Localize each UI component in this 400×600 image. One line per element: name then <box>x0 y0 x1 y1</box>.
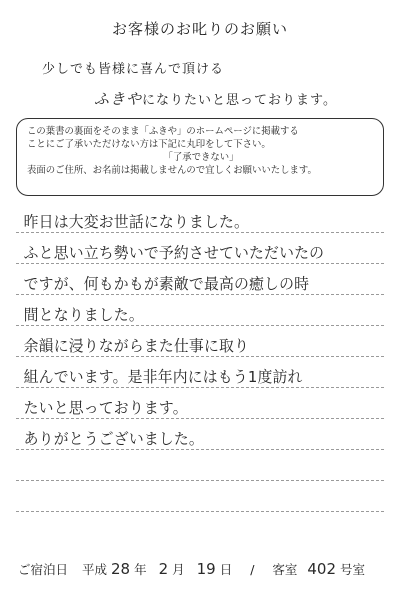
stay-info-footer <box>18 560 388 578</box>
stay-year: 28 <box>111 560 131 578</box>
notice-line-4: 表面のご住所、お名前は掲載しませんので宜しくお願いいたします。 <box>27 165 317 176</box>
room-unit: 号室 <box>340 562 366 577</box>
stay-month: 2 <box>158 560 169 578</box>
message-line: 昨日は大変お世話になりました。 <box>23 213 250 231</box>
day-unit: 日 <box>219 562 233 577</box>
stay-day: 19 <box>196 560 216 578</box>
room-number: 402 <box>307 560 337 578</box>
month-unit: 月 <box>172 562 185 577</box>
card-title: お客様のお叱りのお願い <box>111 20 288 38</box>
intro-line-2 <box>94 88 337 109</box>
era-label: 平成 <box>82 562 108 577</box>
intro-line-2-text: になりたいと思っております。 <box>142 93 337 108</box>
message-line: ふと思い立ち勢いで予約させていただいたの <box>23 244 325 262</box>
ruled-line <box>16 263 384 264</box>
notice-line-1: この葉書の裏面をそのまま「ふきや」のホームページに掲載する <box>27 126 299 137</box>
year-unit: 年 <box>134 562 147 577</box>
ruled-line <box>16 418 384 419</box>
ruled-line <box>16 511 384 512</box>
publication-notice-box <box>16 118 384 196</box>
brand-name: ふきや <box>94 90 143 108</box>
message-line: ですが、何もかもが素敵で最高の癒しの時 <box>23 275 310 293</box>
message-line: 間となりました。 <box>23 306 144 324</box>
ruled-line <box>16 356 384 357</box>
footer-separator: / <box>250 562 255 577</box>
handwritten-message-area <box>16 206 384 536</box>
ruled-line <box>16 294 384 295</box>
ruled-line <box>16 480 384 481</box>
message-line: たいと思っております。 <box>23 399 188 417</box>
ruled-line <box>16 387 384 388</box>
message-line: 組んでいます。是非年内にはもう1度訪れ <box>23 368 303 386</box>
message-line: ありがとうございました。 <box>23 430 204 448</box>
stay-date-label: ご宿泊日 <box>18 562 69 577</box>
notice-line-2: ことにご了承いただけない方は下記に丸印をして下さい。 <box>27 139 271 150</box>
room-label: 客室 <box>272 562 298 577</box>
ruled-line <box>16 449 384 450</box>
intro-line-1: 少しでも皆様に喜んで頂ける <box>42 62 225 77</box>
ruled-line <box>16 232 384 233</box>
ruled-line <box>16 325 384 326</box>
message-line: 余韻に浸りながらまた仕事に取り <box>23 337 250 355</box>
decline-checkbox-label[interactable]: 「了承できない」 <box>163 152 239 163</box>
